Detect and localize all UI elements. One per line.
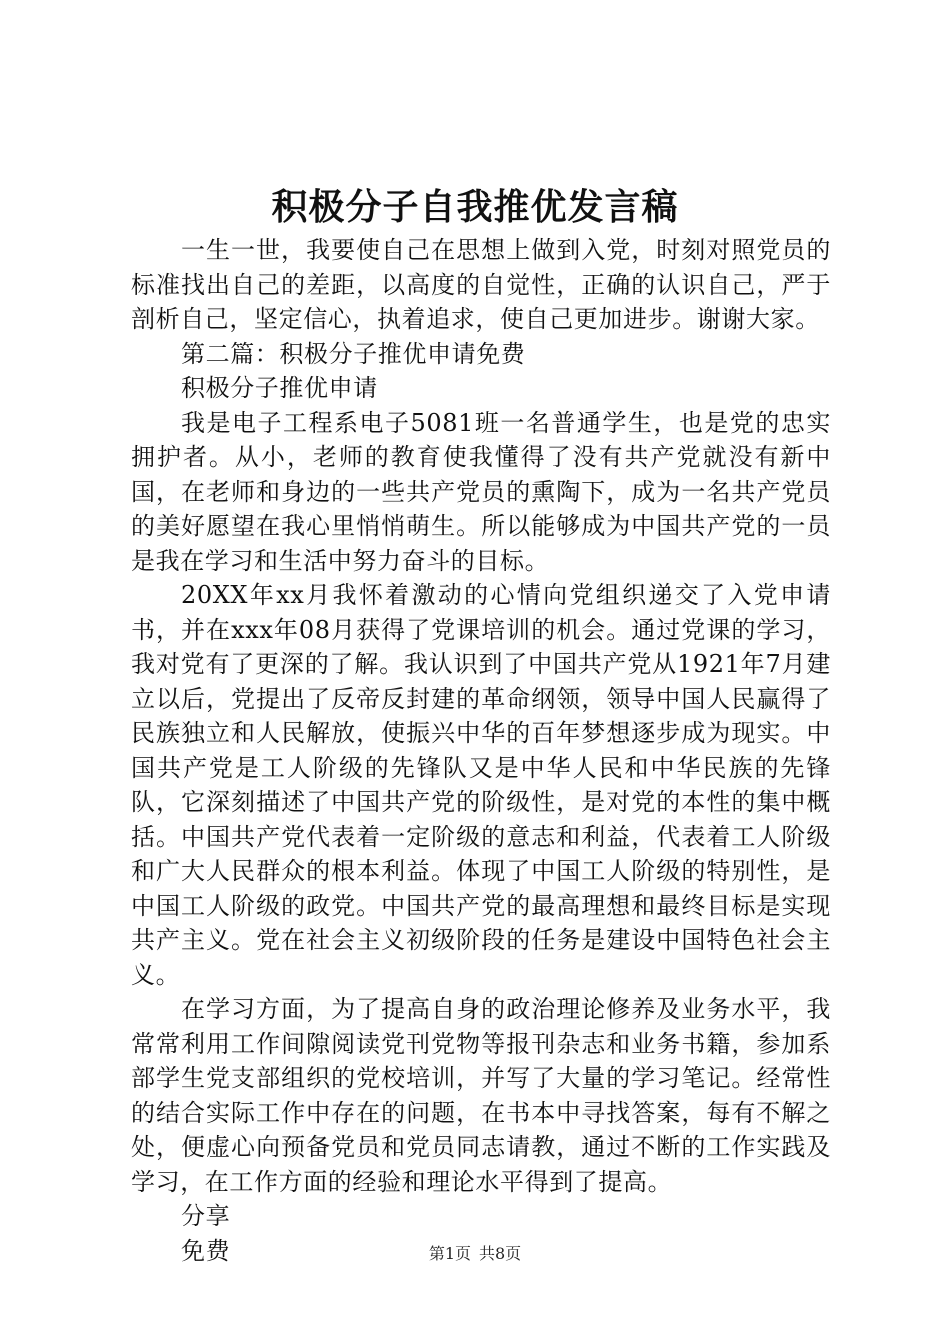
paragraph-party-course: 20XX年xx月我怀着激动的心情向党组织递交了入党申请书，并在xxx年08月获得了党课培训的机会。通过党课的学习，我对党有了更深的了解。我认识到了中国共产党从1921年7月建立以后，党提出了反帝反封建的革命纲领，领导中国人民赢得了民族独立和人民解放，使振兴中华的百年梦想逐步成为现实。中国共产党是工人阶级的先锋队又是中华人民和中华民族的先锋队，它深刻描述了中国共产党的阶级性，是对党的本性的集中概括。中国共产党代表着一定阶级的意志和利益，代表着工人阶级和广大人民群众的根本利益。体现了中国工人阶级的特别性，是中国工人阶级的政党。中国共产党的最高理想和最终目标是实现共产主义。党在社会主义初级阶段的任务是建设中国特色社会主义。 bbox=[131, 581, 831, 989]
page-footer bbox=[0, 1243, 950, 1265]
paragraph-closing-remarks: 一生一世，我要使自己在思想上做到入党，时刻对照党员的标准找出自己的差距，以高度的自觉性，正确的认识自己，严于剖析自己，坚定信心，执着追求，使自己更加进步。谢谢大家。 bbox=[131, 236, 831, 333]
page-number-total: 共8页 bbox=[479, 1244, 522, 1263]
section-heading-part-two: 第二篇：积极分子推优申请免费 bbox=[181, 339, 526, 368]
paragraph-study: 在学习方面，为了提高自身的政治理论修养及业务水平，我常常利用工作间隙阅读党刊党物等报刊杂志和业务书籍，参加系部学生党支部组织的党校培训，并写了大量的学习笔记。经常性的结合实际工作中存在的问题，在书本中寻找答案，每有不解之处，便虚心向预备党员和党员同志请教，通过不断的工作实践及学习，在工作方面的经验和理论水平得到了提高。 bbox=[131, 995, 831, 1196]
text-share: 分享 bbox=[181, 1202, 231, 1230]
document-body bbox=[131, 233, 831, 1268]
page-number-current: 第1页 bbox=[428, 1244, 471, 1263]
paragraph-introduction: 我是电子工程系电子5081班一名普通学生，也是党的忠实拥护者。从小，老师的教育使我懂得了没有共产党就没有新中国，在老师和身边的一些共产党员的熏陶下，成为一名共产党员的美好愿望在我心里悄悄萌生。所以能够成为中国共产党的一员是我在学习和生活中努力奋斗的目标。 bbox=[131, 408, 831, 575]
text-free: 免费 bbox=[181, 1236, 231, 1265]
document-title: 积极分子自我推优发言稿 bbox=[271, 187, 679, 228]
subheading-application: 积极分子推优申请 bbox=[181, 374, 378, 402]
